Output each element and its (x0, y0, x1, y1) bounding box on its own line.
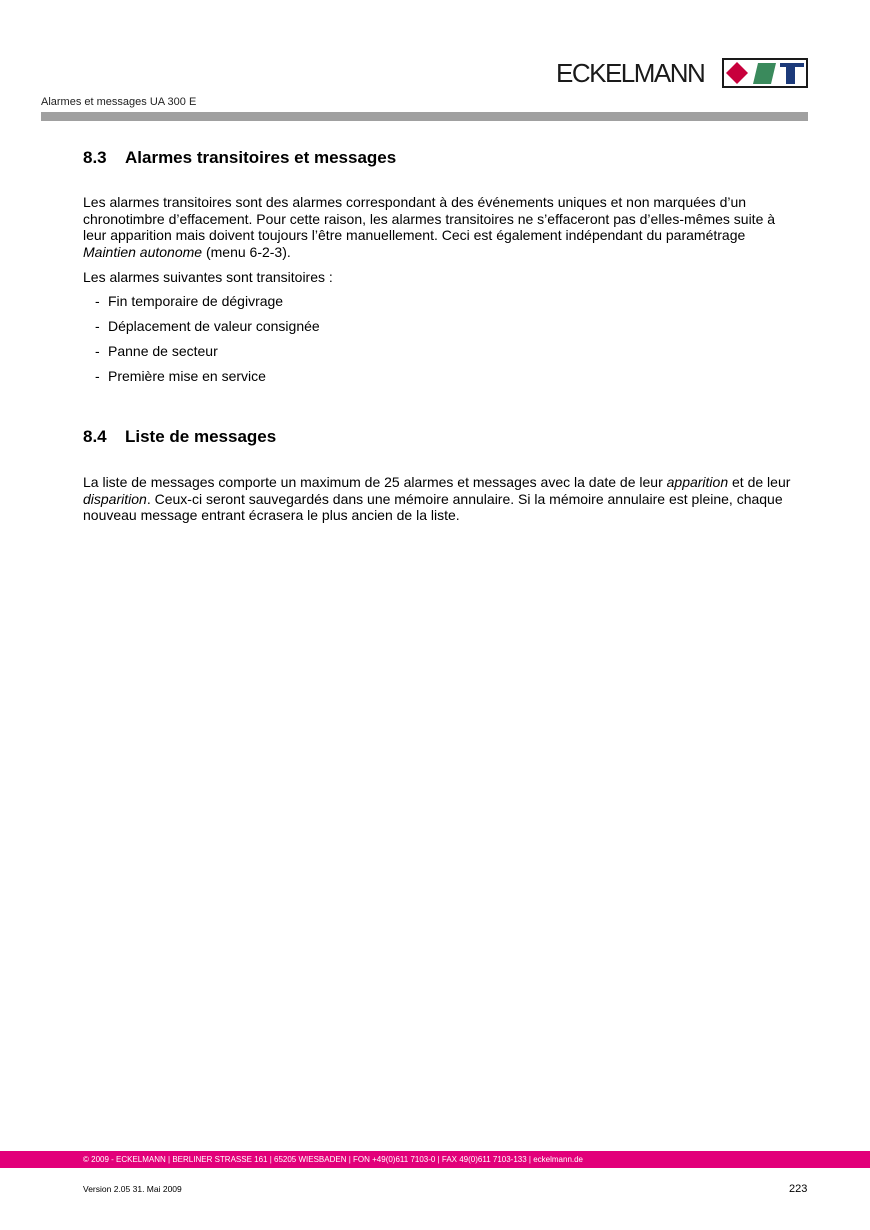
text-run: Les alarmes transitoires sont des alarmes correspondant à des événements uniques et non marquées d’un chronotimbre d’effacement. Pour cette raison, les alarmes transitoires ne s’effaceront pas d’elles-mêmes suite à leur apparition mais doivent toujours l’être manuellement. Ceci est également indépendant du paramétrage (83, 194, 776, 243)
transient-alarms-list (83, 293, 320, 393)
section-title: Alarmes transitoires et messages (125, 148, 397, 167)
dash-bullet: - (95, 368, 100, 384)
text-run: . Ceux-ci seront sauvegardés dans une mémoire annulaire. Si la mémoire annulaire est pleine, chaque nouveau message entrant écrasera le plus ancien de la liste. (83, 490, 783, 523)
list-item-text: Déplacement de valeur consignée (108, 318, 320, 334)
section-8-3-paragraph-2: Les alarmes suivantes sont transitoires : (83, 269, 333, 285)
list-item (83, 293, 320, 318)
list-item-text: Première mise en service (108, 368, 266, 384)
section-number: 8.3 (83, 148, 107, 167)
list-item (83, 318, 320, 343)
dash-bullet: - (95, 293, 100, 309)
logo-emblem (722, 58, 808, 88)
logo-shapes-icon (724, 60, 806, 86)
list-item (83, 343, 320, 368)
logo-parallelogram-shape (753, 63, 776, 84)
text-run: et de leur (728, 474, 791, 490)
section-8-3-heading (83, 148, 396, 168)
section-8-4-heading (83, 427, 276, 447)
list-item-text: Panne de secteur (108, 343, 218, 359)
section-number: 8.4 (83, 427, 107, 446)
footer-bar (0, 1151, 870, 1168)
italic-term: Maintien autonome (83, 243, 203, 260)
header-label: Alarmes et messages UA 300 E (41, 96, 197, 108)
text-run: (menu 6-2-3). (202, 243, 291, 260)
logo-diamond-shape (726, 62, 748, 84)
list-item-text: Fin temporaire de dégivrage (108, 293, 284, 309)
italic-term: disparition (83, 490, 147, 507)
section-8-3-paragraph-1 (83, 194, 798, 260)
list-item (83, 368, 320, 393)
text-run: La liste de messages comporte un maximum de 25 alarmes et messages avec la date de leur (83, 474, 667, 490)
dash-bullet: - (95, 318, 100, 334)
header-divider (41, 112, 808, 121)
page-number: 223 (789, 1183, 808, 1195)
logo-t-shape (780, 63, 804, 84)
italic-term: apparition (666, 474, 729, 490)
brand-name: ECKELMANN (556, 58, 705, 88)
footer-copyright: © 2009 - ECKELMANN | BERLINER STRASSE 161 | 65205 WIESBADEN | FON +49(0)611 7103-0 | FAX 49(0)611 7103-133 | eckelmann.de (83, 1155, 584, 1164)
version-info: Version 2.05 31. Mai 2009 (83, 1184, 182, 1194)
section-8-4-paragraph (83, 474, 798, 524)
section-title: Liste de messages (125, 427, 277, 446)
dash-bullet: - (95, 343, 100, 359)
